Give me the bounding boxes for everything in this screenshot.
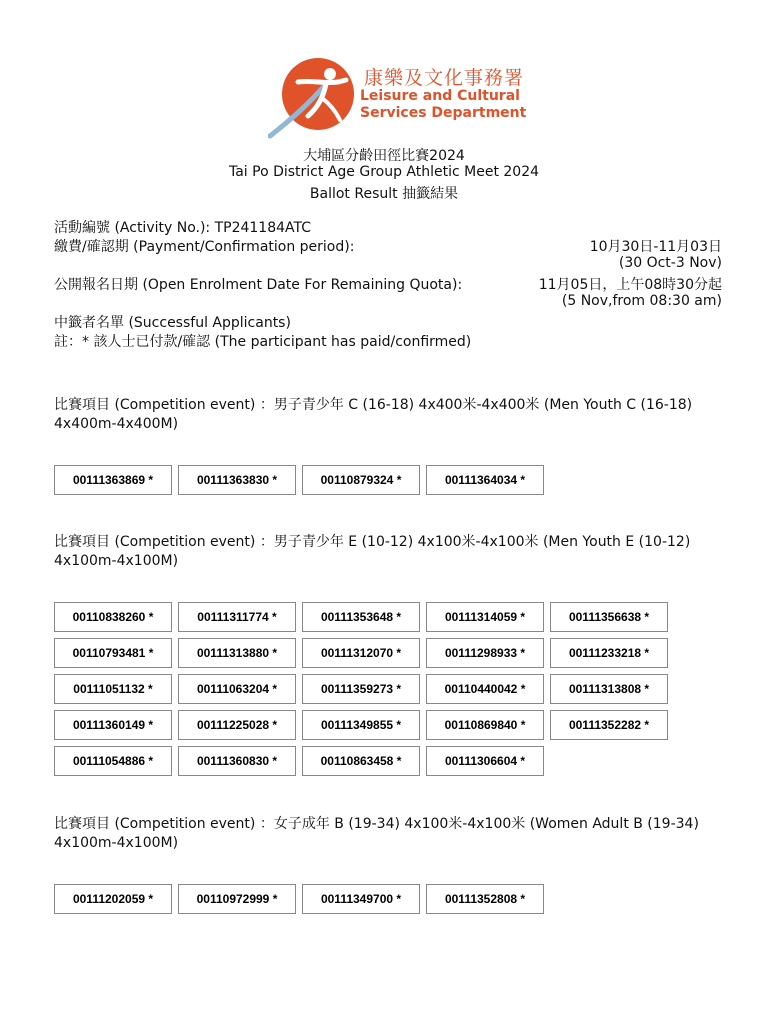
event-title: 比賽項目 (Competition event) ：女子成年 B (19-34) 4x100米-4x100米 (Women Adult B (19-34) 4x100m-4x100M) [54,816,699,851]
applicant-id-box: 00111352282 * [550,710,668,740]
applicant-id-box: 00110869840 * [426,710,544,740]
applicant-id-box: 00111312070 * [302,638,420,668]
event-title: 比賽項目 (Competition event) ：男子青少年 C (16-18) 4x400米-4x400米 (Men Youth C (16-18) 4x400m-4x400M) [54,397,693,432]
applicant-id-box: 00111363830 * [178,465,296,495]
applicant-id-box: 00111202059 * [54,884,172,914]
applicant-id-box: 00111363869 * [54,465,172,495]
applicant-id-box: 00111349700 * [302,884,420,914]
applicant-id-box: 00110838260 * [54,602,172,632]
applicant-id-box: 00110793481 * [54,638,172,668]
paid-note: 註：* 該人士已付款/確認 (The participant has paid/confirmed) [54,334,472,350]
logo-chinese-name: 康樂及文化事務署 [364,67,525,89]
payment-period-label: 繳費/確認期 (Payment/Confirmation period): [54,239,355,255]
applicant-id-box: 00111364034 * [426,465,544,495]
applicant-id-box: 00111311774 * [178,602,296,632]
title-english: Tai Po District Age Group Athletic Meet 2024 [228,164,540,180]
applicant-id-box: 00111051132 * [54,674,172,704]
applicant-id-box: 00111313808 * [550,674,668,704]
applicant-id-box: 00111063204 * [178,674,296,704]
applicant-id-box: 00111313880 * [178,638,296,668]
applicant-id-box: 00111356638 * [550,602,668,632]
open-enrolment-label: 公開報名日期 (Open Enrolment Date For Remaining Quota): [54,277,463,293]
applicant-grid [54,465,668,495]
applicant-id-box: 00111225028 * [178,710,296,740]
applicant-id-box: 00111314059 * [426,602,544,632]
title-chinese: 大埔區分齡田徑比賽2024 [303,148,465,164]
applicant-id-box: 00111054886 * [54,746,172,776]
applicant-id-box: 00110863458 * [302,746,420,776]
ballot-result-subtitle: Ballot Result 抽籤結果 [309,186,459,202]
applicant-id-box: 00111298933 * [426,638,544,668]
payment-period-value-en: (30 Oct-3 Nov) [618,255,722,271]
lcsd-emblem-icon [268,54,364,140]
logo-english-line1: Leisure and Cultural [360,88,520,104]
lcsd-logo [268,54,527,140]
applicant-id-box: 00111352808 * [426,884,544,914]
successful-applicants-heading: 中籤者名單 (Successful Applicants) [54,315,291,331]
applicant-id-box: 00111360830 * [178,746,296,776]
activity-number: 活動編號 (Activity No.): TP241184ATC [54,220,312,236]
logo-english-line2: Services Department [360,105,527,121]
open-enrolment-value-zh: 11月05日，上午08時30分起 [538,277,722,293]
applicant-id-box: 00110440042 * [426,674,544,704]
event-title: 比賽項目 (Competition event) ：男子青少年 E (10-12) 4x100米-4x100米 (Men Youth E (10-12) 4x100m-4x100M) [54,534,691,569]
payment-period-value-zh: 10月30日-11月03日 [589,239,722,255]
applicant-id-box: 00111306604 * [426,746,544,776]
applicant-grid [54,602,668,776]
open-enrolment-value-en: (5 Nov,from 08:30 am) [561,293,722,309]
applicant-id-box: 00111349855 * [302,710,420,740]
applicant-id-box: 00111233218 * [550,638,668,668]
applicant-id-box: 00110972999 * [178,884,296,914]
applicant-grid [54,884,668,914]
applicant-id-box: 00111360149 * [54,710,172,740]
applicant-id-box: 00111359273 * [302,674,420,704]
applicant-id-box: 00111353648 * [302,602,420,632]
applicant-id-box: 00110879324 * [302,465,420,495]
